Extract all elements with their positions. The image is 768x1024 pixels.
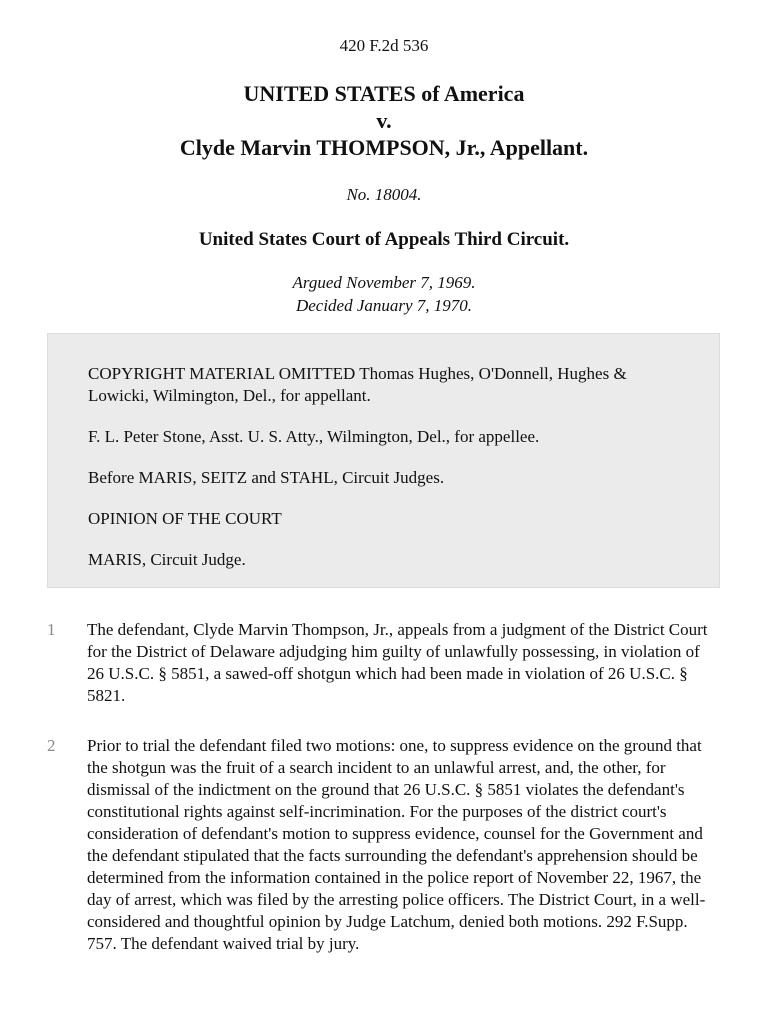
case-citation: 420 F.2d 536 [339, 36, 429, 55]
judges-panel: Before MARIS, SEITZ and STAHL, Circuit Judges. [88, 468, 445, 487]
paragraph-text: Prior to trial the defendant filed two motions: one, to suppress evidence on the ground that the shotgun was the fruit of a search incident to an unlawful arrest, and, the other, for dismissal of the indictment on the ground that 26 U.S.C. § 5851 violates the defendant's constitutional rights against self-incrimination. For the purposes of the district court's consideration of defendant's motion to suppress evidence, counsel for the Government and the defendant stipulated that the facts surrounding the defendant's apprehension should be determined from the information contained in the police report of November 22, 1967, the day of arrest, which was filed by the arresting police officers. The District Court, in a well-considered and thoughtful opinion by Judge Latchum, denied both motions. 292 F.Supp. 757. The defendant waived trial by jury. [87, 736, 706, 953]
opinion-author: MARIS, Circuit Judge. [88, 550, 246, 569]
counsel-appellee: F. L. Peter Stone, Asst. U. S. Atty., Wilmington, Del., for appellee. [88, 427, 540, 446]
paragraph-number: 2 [47, 736, 56, 755]
paragraph-number: 1 [47, 620, 56, 639]
opinion-heading: OPINION OF THE COURT [88, 509, 282, 528]
argued-date: Argued November 7, 1969. [292, 273, 476, 292]
court-name: United States Court of Appeals Third Circuit. [198, 229, 570, 250]
case-dates [0, 271, 768, 317]
docket-number: No. 18004. [346, 185, 422, 204]
case-title-plaintiff: UNITED STATES of America [243, 81, 525, 106]
case-header-box [47, 333, 720, 588]
paragraph-text: The defendant, Clyde Marvin Thompson, Jr., appeals from a judgment of the District Court for the District of Delaware adjudging him guilty of unlawfully possessing, in violation of 26 U.S.C. § 5851, a sawed-off shotgun which had been made in violation of 26 U.S.C. § 5821. [87, 620, 708, 705]
case-title-defendant: Clyde Marvin THOMPSON, Jr., Appellant. [179, 135, 589, 160]
counsel-appellant: COPYRIGHT MATERIAL OMITTED Thomas Hughes, O'Donnell, Hughes & Lowicki, Wilmington, Del., for appellant. [88, 364, 627, 405]
case-title-versus: v. [376, 108, 392, 133]
decided-date: Decided January 7, 1970. [295, 296, 473, 315]
case-title [0, 80, 768, 161]
